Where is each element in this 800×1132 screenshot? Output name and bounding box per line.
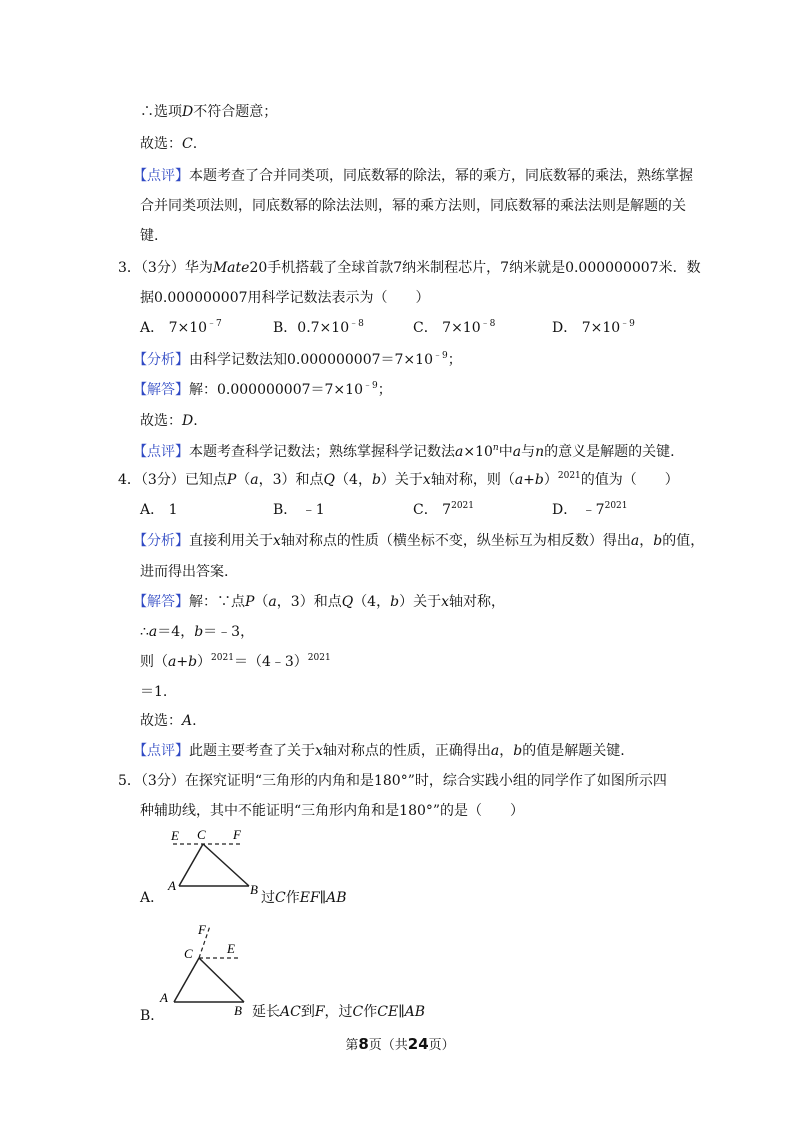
review-tag: 【点评】: [133, 168, 189, 184]
review-line: 【点评】此题主要考查了关于x轴对称点的性质，正确得出a，b的值是解题关键.: [133, 743, 625, 759]
option-a-label: A．: [140, 890, 165, 906]
label-c: C: [197, 827, 206, 842]
text-line: 故选：A.: [140, 713, 197, 729]
text-line: ∴a＝4，b＝﹣3，: [140, 624, 255, 640]
review-tag: 【点评】: [133, 743, 189, 759]
label-b: B: [250, 882, 258, 897]
segment-ca: [174, 958, 199, 1002]
option-c: C． $7^{2021}$: [413, 501, 474, 518]
analysis-tag: 【分析】: [133, 533, 189, 549]
label-e: E: [171, 828, 179, 843]
analysis-line: 【分析】直接利用关于x轴对称点的性质（横坐标不变，纵坐标互为相反数）得出a，b的值，: [133, 533, 705, 549]
analysis-line: 【分析】由科学记数法知$0.000000007=7\times 10^{﹣9}$；: [133, 351, 462, 368]
text-line: 据0.000000007用科学记数法表示为（ ）: [140, 290, 430, 306]
question-3-stem: 3．（3分）华为Mate20手机搭载了全球首款7纳米制程芯片，7纳米就是0.000000007米．数: [118, 260, 701, 276]
option-b: B． ﹣1: [273, 502, 325, 518]
answer-line: 【解答】解：$0.000000007=7\times 10^{﹣9}$；: [133, 381, 392, 398]
question-5-stem: 5．（3分）在探究证明“三角形的内角和是180°”时，综合实践小组的同学作了如图所示四: [118, 773, 667, 789]
analysis-tag: 【分析】: [133, 352, 189, 368]
text-line: 种辅助线，其中不能证明“三角形内角和是180°”的是（ ）: [140, 803, 525, 819]
text-line: 合并同类项法则，同底数幂的除法法则，幂的乘方法则，同底数幂的乘法法则是解题的关: [140, 198, 686, 214]
text-line: 故选：C.: [140, 136, 198, 152]
review-tag: 【点评】: [133, 444, 189, 460]
page-number: 8: [358, 1035, 369, 1053]
segment-cb: [199, 958, 244, 1002]
label-c: C: [184, 946, 193, 961]
review-line: 【点评】本题考查科学记数法；熟练掌握科学记数法$a\times 10^n$中a与n的意义是解题的关键.: [133, 443, 675, 460]
segment-cb: [203, 844, 249, 886]
label-f: F: [233, 827, 241, 842]
option-b: B．$0.7\times 10^{﹣8}$: [273, 319, 364, 336]
page-total: 24: [407, 1035, 429, 1053]
answer-line: 【解答】解：∵点P（a，3）和点Q（4，b）关于x轴对称，: [133, 594, 505, 610]
label-a: A: [160, 990, 168, 1005]
question-4-stem: 4．（3分）已知点P（a，3）和点Q（4，b）关于x轴对称，则$(a+b)^{2021}$的值为（ ）: [118, 471, 679, 488]
text-line: 故选：D.: [140, 413, 198, 429]
label-e: E: [227, 941, 235, 956]
segment-ca: [179, 844, 203, 886]
text-line: 键.: [140, 228, 159, 244]
figure-b-diagram: [158, 920, 258, 1018]
label-b: B: [234, 1003, 242, 1018]
option-a: A． $7\times 10^{﹣7}$: [140, 319, 222, 336]
answer-tag: 【解答】: [133, 594, 189, 610]
answer-tag: 【解答】: [133, 382, 189, 398]
option-b-label: B．: [140, 1008, 165, 1024]
label-a: A: [168, 878, 176, 893]
text-line: 进而得出答案.: [140, 564, 229, 580]
option-d: D． $﹣7^{2021}$: [552, 501, 628, 518]
text-line: ＝1.: [140, 684, 168, 700]
text-line: 则$(a+b)^{2021}=(4﹣3)^{2021}$: [140, 653, 331, 670]
text-line: ∴选项D不符合题意；: [140, 104, 278, 120]
option-d: D． $7\times 10^{﹣9}$: [552, 319, 635, 336]
option-b-caption: 延长AC到F，过C作CE∥AB: [252, 1004, 426, 1020]
option-c: C． $7\times 10^{﹣8}$: [413, 319, 496, 336]
option-a-caption: 过C作EF∥AB: [261, 890, 347, 906]
review-line: 【点评】本题考查了合并同类项，同底数幂的除法，幂的乘方，同底数幂的乘法，熟练掌握: [133, 168, 693, 184]
page-footer: 第8页（共24页）: [345, 1035, 455, 1053]
label-f: F: [198, 922, 206, 937]
figure-a-diagram: [165, 826, 265, 898]
option-a: A． 1: [140, 502, 178, 518]
